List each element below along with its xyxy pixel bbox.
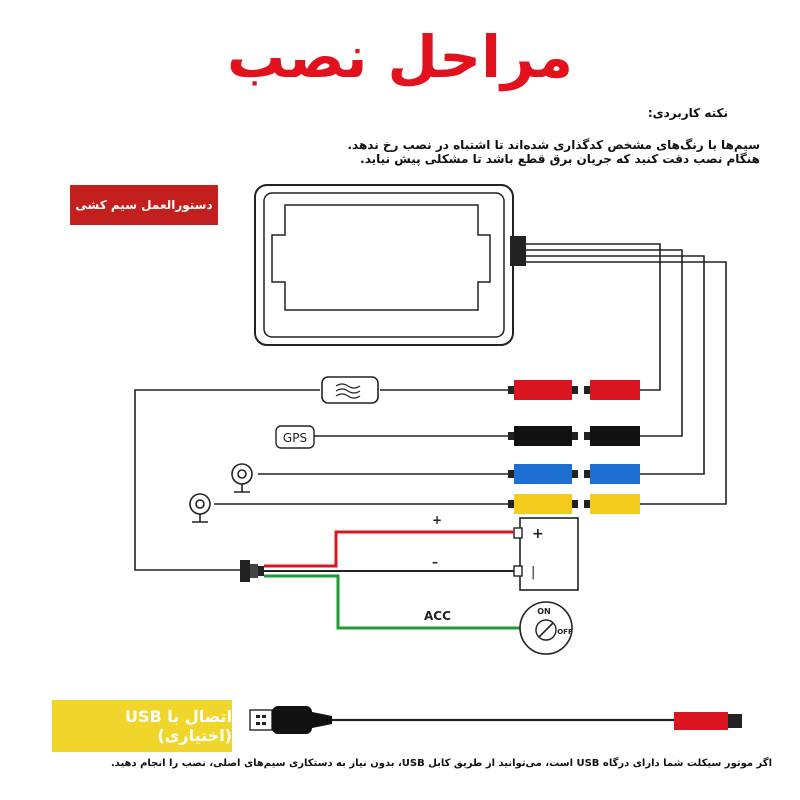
usb-connection-badge: اتصال با USB (اختیاری) bbox=[52, 700, 232, 752]
camera-2-icon bbox=[190, 494, 210, 522]
negative-label: – bbox=[432, 555, 438, 569]
connectors bbox=[508, 380, 640, 514]
wiring-instructions-badge: دستورالعمل سیم کشی bbox=[70, 185, 218, 225]
yellow-connector-pair bbox=[508, 494, 640, 514]
positive-label: + bbox=[432, 513, 443, 527]
battery bbox=[514, 518, 578, 590]
acc-wire bbox=[264, 576, 520, 628]
inline-filter bbox=[322, 377, 378, 403]
black-connector-pair bbox=[508, 426, 640, 446]
usb-cable bbox=[250, 706, 742, 734]
note-heading: نکته کاربردی: bbox=[647, 106, 728, 120]
gps-module bbox=[276, 426, 314, 448]
gps-label: GPS bbox=[282, 431, 308, 445]
page-title: مراحل نصب bbox=[227, 23, 573, 91]
battery-minus-label: | bbox=[531, 565, 536, 580]
red-connector-pair bbox=[508, 380, 640, 400]
switch-off-label: OFF bbox=[557, 628, 573, 636]
battery-plus-label: + bbox=[532, 526, 544, 542]
ignition-switch-icon bbox=[520, 602, 573, 654]
usb-note: اگر موتور سیکلت شما دارای درگاه USB است، می‌توانید از طریق کابل USB، بدون نیاز به دستکاری سیم‌های اصلی، نصب را انجام دهید. bbox=[110, 758, 772, 769]
switch-on-label: ON bbox=[537, 607, 551, 616]
tracker-device bbox=[255, 185, 526, 345]
note-line-2: هنگام نصب دقت کنید که جریان برق قطع باشد تا مشکلی پیش نیاید. bbox=[360, 152, 760, 166]
blue-connector-pair bbox=[508, 464, 640, 484]
power-main-wire bbox=[135, 390, 508, 570]
power-connector bbox=[240, 560, 264, 582]
acc-label: ACC bbox=[424, 609, 451, 623]
note-line-1: سیم‌ها با رنگ‌های مشخص کدگذاری شده‌اند تا اشتباه در نصب رخ ندهد. bbox=[347, 138, 760, 152]
camera-1-icon bbox=[232, 464, 252, 492]
positive-wire bbox=[264, 532, 514, 566]
